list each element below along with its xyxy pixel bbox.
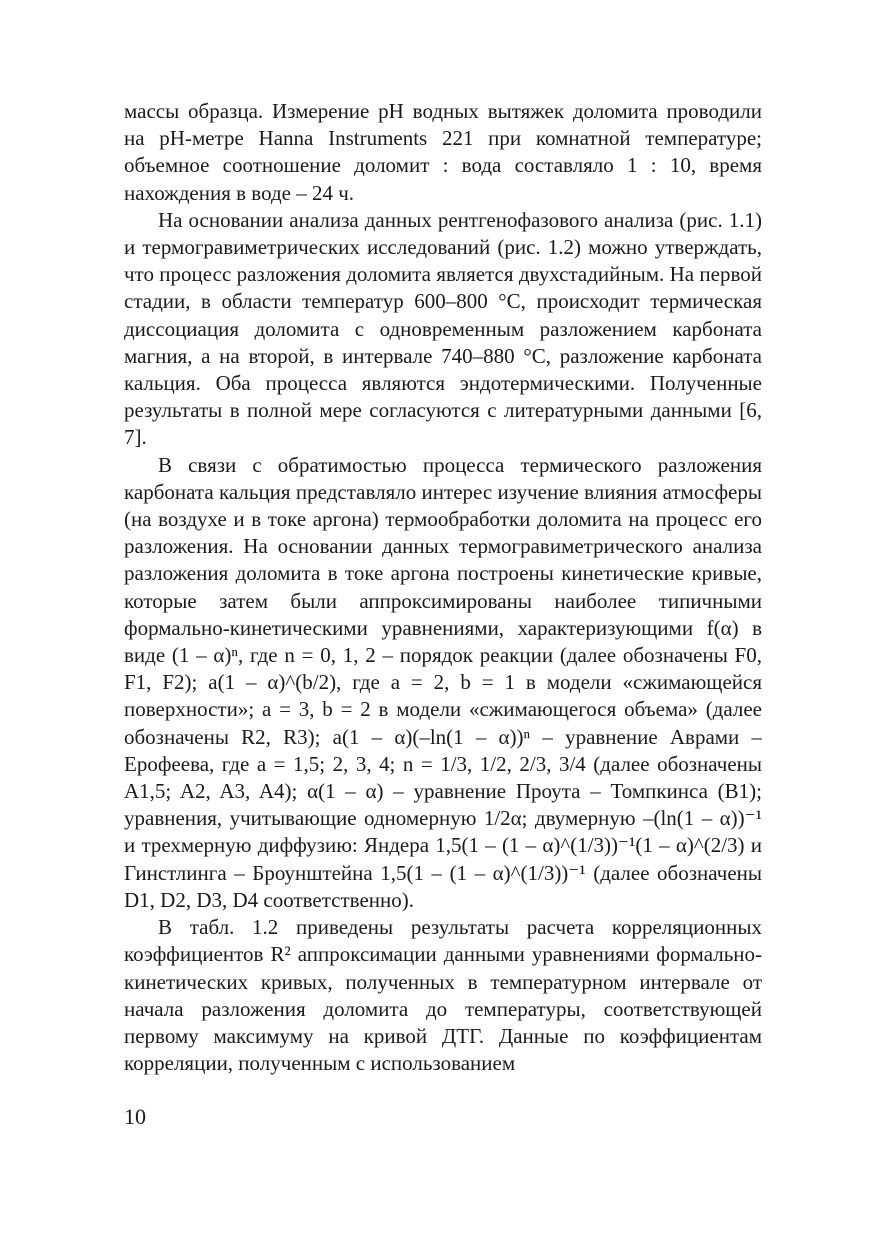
page-number: 10 (124, 1104, 146, 1129)
page-body (124, 98, 762, 1077)
paragraph-decomposition-stages: На основании анализа данных рентгенофазового анализа (рис. 1.1) и термогравиметрических исследований (рис. 1.2) можно утверждать, что процесс разложения доломита является двухстадийным. На первой стадии, в области температур 600–800 °С, происходит термическая диссоциация доломита с одновременным разложением карбоната магния, а на второй, в интервале 740–880 °С, разложение карбоната кальция. Оба процесса являются эндотермическими. Полученные результаты в полной мере согласуются с литературными данными [6, 7]. (124, 207, 762, 450)
paragraph-correlation-coefficients: В табл. 1.2 приведены результаты расчета корреляционных коэффициентов R² аппроксимации данными уравнениями формально-кинетических кривых, полученных в температурном интервале от начала разложения доломита до температуры, соответствующей первому максимуму на кривой ДТГ. Данные по коэффициентам корреляции, полученным с использованием (124, 915, 762, 1076)
paragraph-continued: массы образца. Измерение pH водных вытяжек доломита проводили на pH-метре Hanna Instruments 221 при комнатной температуре; объемное соотношение доломит : вода составляло 1 : 10, время нахождения в воде – 24 ч. (124, 99, 762, 205)
paragraph-kinetic-equations: В связи с обратимостью процесса термического разложения карбоната кальция представляло интерес изучение влияния атмосферы (на воздухе и в токе аргона) термообработки доломита на процесс его разложения. На основании данных термогравиметрического анализа разложения доломита в токе аргона построены кинетические кривые, которые затем были аппроксимированы наиболее типичными формально-кинетическими уравнениями, характеризующими f(α) в виде (1 – α)ⁿ, где n = 0, 1, 2 – порядок реакции (далее обозначены F0, F1, F2); a(1 – α)^(b/2), где a = 2, b = 1 в модели «сжимающейся поверхности»; a = 3, b = 2 в модели «сжимающегося объема» (далее обозначены R2, R3); a(1 – α)(–ln(1 – α))ⁿ – уравнение Аврами – Ерофеева, где a = 1,5; 2, 3, 4; n = 1/3, 1/2, 2/3, 3/4 (далее обозначены A1,5; A2, A3, A4); α(1 – α) – уравнение Проута – Томпкинса (B1); уравнения, учитывающие одномерную 1/2α; двумерную –(ln(1 – α))⁻¹ и трехмерную диффузию: Яндера 1,5(1 – (1 – α)^(1/3))⁻¹(1 – α)^(2/3) и Гинстлинга – Броунштейна 1,5(1 – (1 – α)^(1/3))⁻¹ (далее обозначены D1, D2, D3, D4 соответственно). (124, 452, 762, 912)
